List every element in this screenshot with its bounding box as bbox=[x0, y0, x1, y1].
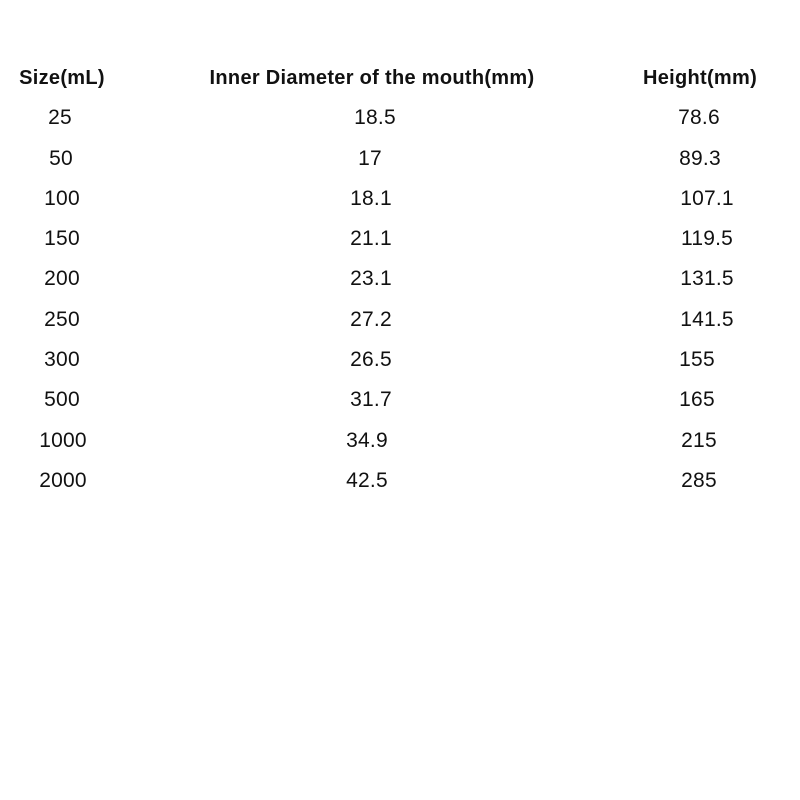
header-height: Height(mm) bbox=[642, 67, 758, 89]
cell-size: 100 bbox=[44, 186, 80, 210]
cell-inner-diameter: 27.2 bbox=[350, 307, 392, 331]
cell-height: 215 bbox=[681, 428, 717, 452]
cell-height: 165 bbox=[679, 388, 715, 412]
table-row bbox=[0, 463, 800, 503]
cell-size: 25 bbox=[48, 106, 72, 130]
cell-height: 285 bbox=[681, 468, 717, 492]
table-row bbox=[0, 382, 800, 422]
cell-height: 119.5 bbox=[681, 227, 733, 251]
table-row bbox=[0, 423, 800, 463]
cell-size: 200 bbox=[44, 267, 80, 291]
table-row bbox=[0, 141, 800, 181]
cell-inner-diameter: 17 bbox=[358, 146, 382, 170]
cell-height: 155 bbox=[679, 348, 715, 372]
cell-inner-diameter: 26.5 bbox=[350, 348, 392, 372]
cell-size: 1000 bbox=[39, 428, 87, 452]
cell-size: 50 bbox=[49, 146, 73, 170]
table-row bbox=[0, 342, 800, 382]
table-header-row bbox=[0, 60, 800, 100]
cell-height: 78.6 bbox=[678, 106, 720, 130]
cell-inner-diameter: 34.9 bbox=[346, 428, 388, 452]
table-row bbox=[0, 221, 800, 261]
cell-inner-diameter: 23.1 bbox=[350, 267, 392, 291]
cell-height: 107.1 bbox=[680, 186, 734, 210]
table-row bbox=[0, 302, 800, 342]
cell-height: 141.5 bbox=[680, 307, 734, 331]
header-inner-diameter: Inner Diameter of the mouth(mm) bbox=[209, 67, 535, 89]
table-row bbox=[0, 261, 800, 301]
cell-inner-diameter: 42.5 bbox=[346, 468, 388, 492]
cell-inner-diameter: 18.5 bbox=[354, 106, 396, 130]
cell-height: 131.5 bbox=[680, 267, 734, 291]
table-row bbox=[0, 181, 800, 221]
cell-inner-diameter: 31.7 bbox=[350, 388, 392, 412]
cell-size: 250 bbox=[44, 307, 80, 331]
header-size: Size(mL) bbox=[19, 67, 105, 89]
cell-size: 150 bbox=[44, 227, 80, 251]
cell-size: 300 bbox=[44, 348, 80, 372]
table-row bbox=[0, 100, 800, 140]
cell-inner-diameter: 18.1 bbox=[350, 186, 392, 210]
cell-size: 500 bbox=[44, 388, 80, 412]
cell-inner-diameter: 21.1 bbox=[350, 227, 392, 251]
cell-height: 89.3 bbox=[679, 146, 721, 170]
size-spec-table bbox=[0, 60, 800, 503]
cell-size: 2000 bbox=[39, 468, 87, 492]
